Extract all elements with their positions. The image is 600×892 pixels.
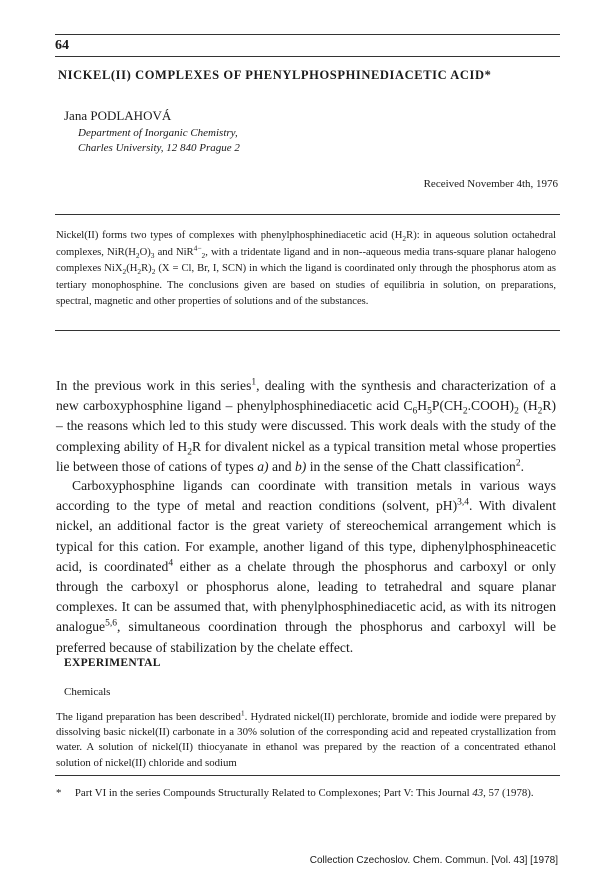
author-name: Jana PODLAHOVÁ [64,108,172,123]
chemicals-paragraph: The ligand preparation has been described$^1$. Hydrated nickel(II) perchlorate, bromide and iodide were prepared by dissolving basic nickel(II) carbonate in a 30% solution of the corresponding acid and repeated crystallization from water. A solution of nickel(II) thiocyanate in ethanol was prepared by the reaction of a concentrated ethanol solution of nickel(II) chloride and sodium [56,708,556,769]
affiliation-line-2: Charles University, 12 840 Prague 2 [78,142,240,154]
received-date: Received November 4th, 1976 [423,178,558,190]
journal-footer: Collection Czechoslov. Chem. Commun. [Vol. 43] [1978] [309,855,558,866]
affiliation-line-1: Department of Inorganic Chemistry, [78,127,238,139]
abstract: Nickel(II) forms two types of complexes with phenylphosphinediacetic acid $(H_2R)$: in aqueous solution octahedral complexes, $NiR(H_2O)_3$ and NiR$^{4-}_2$, with a tridentate ligand and in non--aqueous media trans-square planar halogeno complexes $NiX_2(H_2R)_2$ (X = Cl, Br, I, SCN) in which the ligand is coordinated only through the phosphorus atom as tertiary monophosphine. The conclusions given are based on studies of equilibria in solution, on preparations, spectral, magnetic and other properties of solutions and of the substances. [56,230,556,308]
abstract-top-rule [55,214,560,215]
intro-paragraph-1: In the previous work in this series$^1$, dealing with the synthesis and characterization of a new carboxyphosphine ligand – phenylphosphinediacetic acid $C_6H_5P(CH_2.COOH)_2$ $(H_2R)$ – the reasons which led to this study were discussed. This work deals with the study of the complexing ability of $H_2R$ for divalent nickel as a typical transition metal whose properties lie between those of cations of types a) and b) in the sense of the Chatt classification$^2$. [56,377,557,474]
header-rule [55,56,560,57]
article-title: NICKEL(II) COMPLEXES OF PHENYLPHOSPHINEDIACETIC ACID* [58,68,492,82]
abstract-bottom-rule [55,330,560,331]
subsection-heading-chemicals: Chemicals [64,686,111,698]
top-rule [55,34,560,35]
footnote: * Part VI in the series Compounds Structurally Related to Complexones; Part V: This Journal 43, 57 (1978). [56,787,534,799]
footnote-rule [55,775,560,776]
intro-paragraph-2: Carboxyphosphine ligands can coordinate with transition metals in various ways according to the type of metal and reaction conditions (solvent, pH)$^{3,4}$. With divalent nickel, an additional factor is the great variety of stereochemical arrangement which is typical for this cation. For example, another ligand of this type, diphenylphosphineacetic acid, is coordinated$^4$ either as a chelate through the phosphorus and carboxyl or only through the carboxyl or phosphorus alone, leading to tetrahedral and square planar complexes. It can be assumed that, with phenylphosphinediacetic acid, as with its nitrogen analogue$^{5,6}$, simultaneous coordination through the phosphorus and carboxyl will be preferred because of stabilization by the chelate effect. [56,478,556,655]
page-number: 64 [55,38,69,53]
section-heading-experimental: EXPERIMENTAL [64,657,161,669]
